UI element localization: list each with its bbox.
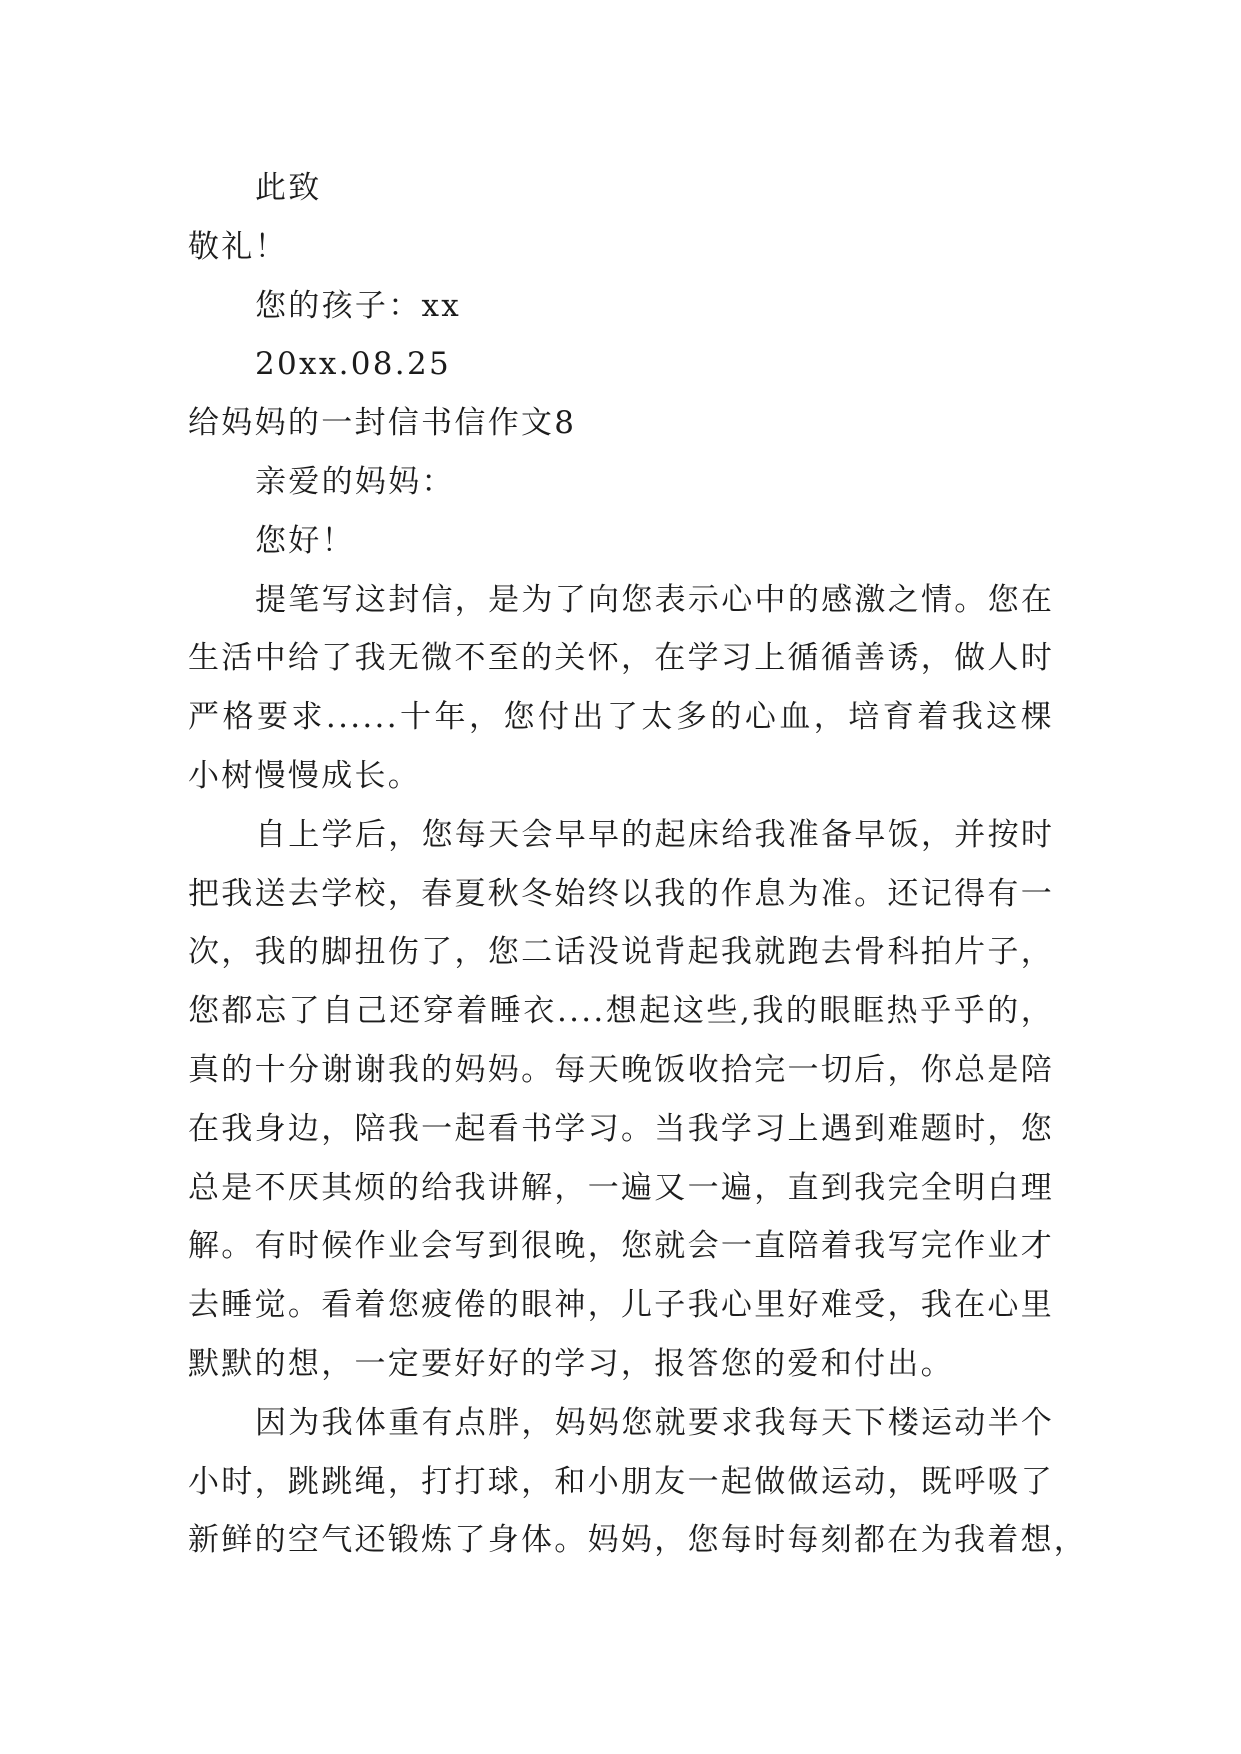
paragraph-line: 真的十分谢谢我的妈妈。每天晚饭收拾完一切后，你总是陪 <box>188 1051 1054 1088</box>
paragraph-line: 自上学后，您每天会早早的起床给我准备早饭，并按时 <box>255 816 1055 853</box>
paragraph-line: 把我送去学校，春夏秋冬始终以我的作息为准。还记得有一 <box>188 875 1054 912</box>
letter-date: 20xx.08.25 <box>255 346 452 383</box>
paragraph-3 <box>188 1394 1088 1570</box>
paragraph-line: 因为我体重有点胖，妈妈您就要求我每天下楼运动半个 <box>255 1404 1055 1441</box>
paragraph-line: 次，我的脚扭伤了，您二话没说背起我就跑去骨科拍片子， <box>188 934 1054 971</box>
paragraph-line: 默默的想，一定要好好的学习，报答您的爱和付出。 <box>188 1345 954 1382</box>
paragraph-line: 提笔写这封信，是为了向您表示心中的感激之情。您在 <box>255 581 1055 618</box>
paragraph-line: 您都忘了自己还穿着睡衣....想起这些,我的眼眶热乎乎的， <box>188 993 1054 1030</box>
paragraph-line: 严格要求......十年，您付出了太多的心血，培育着我这棵 <box>188 699 1054 736</box>
paragraph-1 <box>188 571 1054 806</box>
paragraph-line: 去睡觉。看着您疲倦的眼神，儿子我心里好难受，我在心里 <box>188 1287 1054 1324</box>
paragraph-line: 生活中给了我无微不至的关怀，在学习上循循善诱，做人时 <box>188 640 1054 677</box>
letter-hello: 您好！ <box>255 522 355 559</box>
paragraph-line: 新鲜的空气还锻炼了身体。妈妈，您每时每刻都在为我着想， <box>188 1522 1088 1559</box>
closing-salutation: 此致 <box>255 170 322 206</box>
paragraph-line: 小时，跳跳绳，打打球，和小朋友一起做做运动，既呼吸了 <box>188 1463 1054 1500</box>
document-body <box>188 159 1088 1570</box>
closing-respect: 敬礼！ <box>188 228 288 265</box>
signature: 您的孩子：xx <box>255 287 462 324</box>
paragraph-line: 小树慢慢成长。 <box>188 757 422 794</box>
letter-title: 给妈妈的一封信书信作文8 <box>188 405 577 442</box>
paragraph-line: 在我身边，陪我一起看书学习。当我学习上遇到难题时，您 <box>188 1110 1054 1147</box>
letter-greeting: 亲爱的妈妈： <box>255 463 455 500</box>
paragraph-2 <box>188 806 1054 1394</box>
paragraph-line: 解。有时候作业会写到很晚，您就会一直陪着我写完作业才 <box>188 1228 1054 1265</box>
paragraph-line: 总是不厌其烦的给我讲解，一遍又一遍，直到我完全明白理 <box>188 1169 1054 1206</box>
